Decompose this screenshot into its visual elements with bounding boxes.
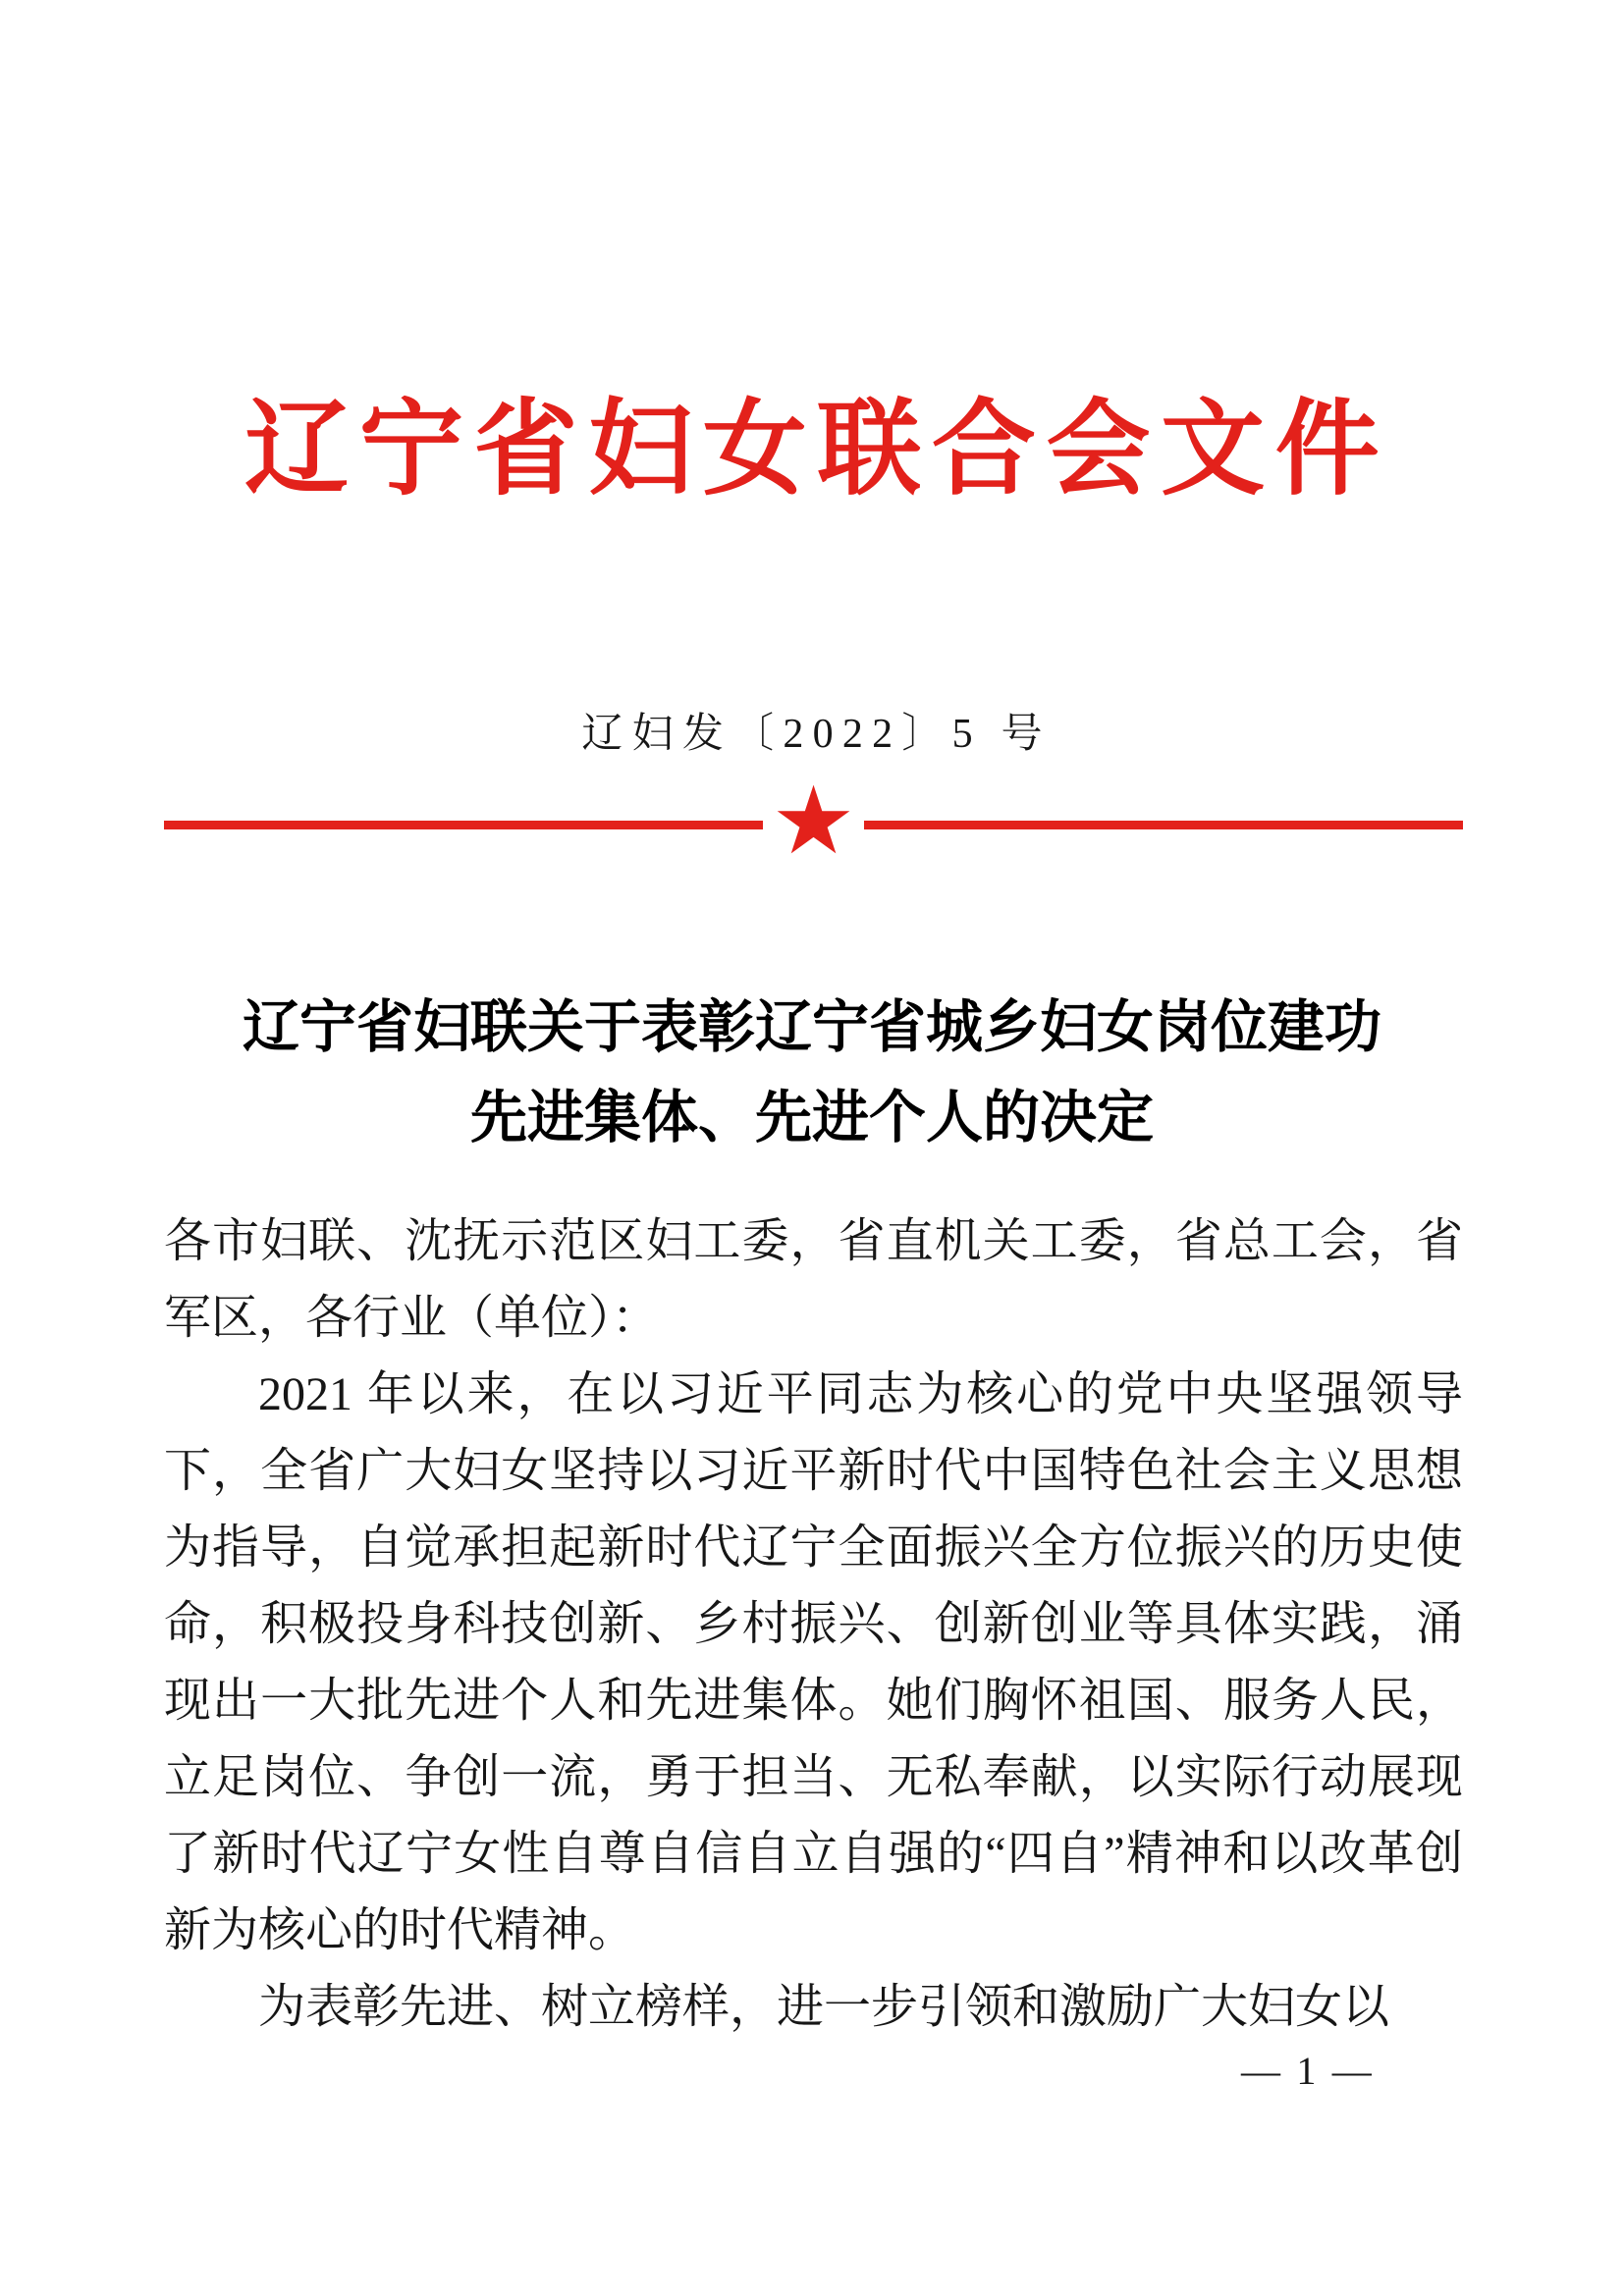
document-title-line2: 先进集体、先进个人的决定 [469, 1086, 1154, 1149]
red-star-icon: ★ [771, 766, 856, 876]
recipients-paragraph: 各市妇联、沈抚示范区妇工委，省直机关工委，省总工会，省军区，各行业（单位）： [164, 1215, 1463, 1344]
document-title-line1: 辽宁省妇联关于表彰辽宁省城乡妇女岗位建功 [242, 995, 1381, 1059]
document-body [164, 1203, 1463, 2046]
page-number: — 1 — [1241, 2049, 1375, 2093]
body-paragraph-1: 2021 年以来，在以习近平同志为核心的党中央坚强领导下，全省广大妇女坚持以习近平新时代中国特色社会主义思想为指导，自觉承担起新时代辽宁全面振兴全方位振兴的历史使命，积极投身科技创新、乡村振兴、创新创业等具体实践，涌现出一大批先进个人和先进集体。她们胸怀祖国、服务人民，立足岗位、争创一流，勇于担当、无私奉献，以实际行动展现了新时代辽宁女性自尊自信自立自强的“四自”精神和以改革创新为核心的时代精神。 [164, 1368, 1463, 1956]
issuing-agency-title: 辽宁省妇女联合会文件 [244, 393, 1390, 507]
document-title [0, 983, 1624, 1163]
red-divider [164, 766, 1463, 876]
body-paragraph-2: 为表彰先进、树立榜样，进一步引领和激励广大妇女以 [258, 1981, 1390, 2033]
divider-line-left [164, 821, 763, 829]
divider-line-right [864, 821, 1463, 829]
document-number: 辽妇发〔2022〕5 号 [581, 712, 1052, 757]
